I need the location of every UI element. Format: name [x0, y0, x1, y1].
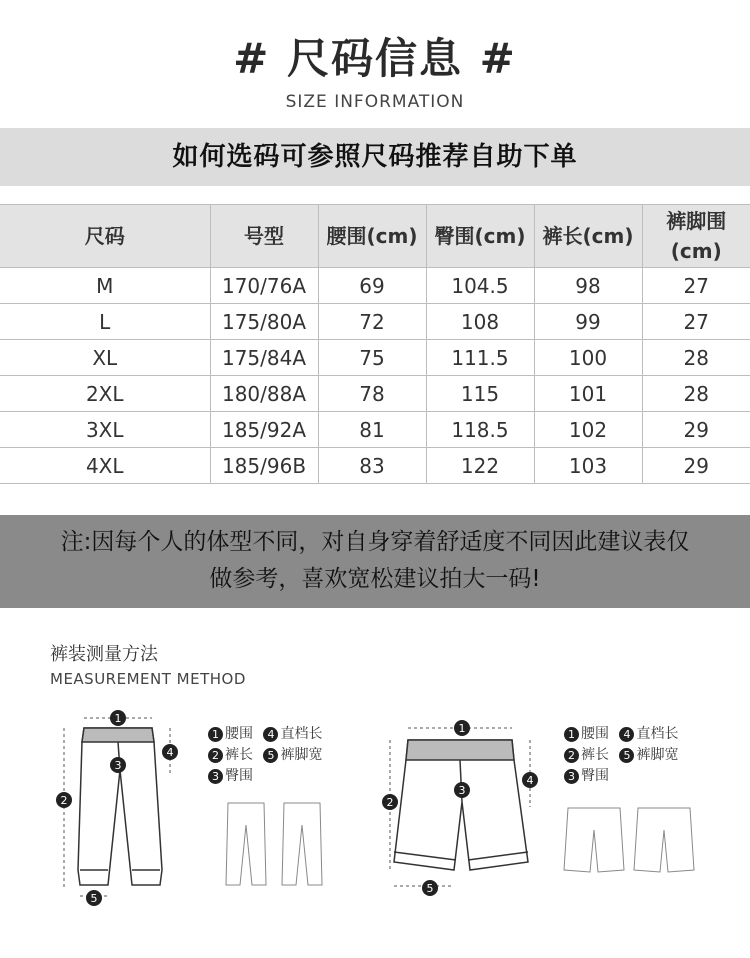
legend-label: 臀围 — [581, 768, 609, 784]
page-title: # 尺码信息 # — [233, 34, 517, 83]
table-cell: L — [0, 304, 210, 340]
table-cell: 2XL — [0, 376, 210, 412]
legend-pants — [208, 724, 328, 787]
legend-label: 裤长 — [225, 747, 253, 763]
svg-text:2: 2 — [386, 796, 394, 809]
table-cell: 170/76A — [210, 268, 318, 304]
table-cell: 78 — [318, 376, 426, 412]
size-table — [0, 204, 750, 484]
note-line: 注:因每个人的体型不同，对自身穿着舒适度不同因此建议表仅 — [60, 529, 690, 555]
table-cell: 99 — [534, 304, 642, 340]
table-row — [0, 340, 750, 376]
legend-number: 3 — [208, 769, 223, 784]
legend-label: 臀围 — [225, 768, 253, 784]
table-cell: 27 — [642, 304, 750, 340]
legend-number: 2 — [564, 748, 579, 763]
table-cell: 108 — [426, 304, 534, 340]
table-cell: 101 — [534, 376, 642, 412]
svg-text:1: 1 — [458, 722, 466, 735]
legend-number: 4 — [263, 727, 278, 742]
table-header-row — [0, 205, 750, 268]
table-cell: 29 — [642, 412, 750, 448]
table-cell: 28 — [642, 340, 750, 376]
table-cell: 98 — [534, 268, 642, 304]
legend-number: 1 — [208, 727, 223, 742]
table-cell: 83 — [318, 448, 426, 484]
marker-5 — [422, 880, 438, 896]
legend-number: 2 — [208, 748, 223, 763]
table-cell: 175/80A — [210, 304, 318, 340]
table-cell: 180/88A — [210, 376, 318, 412]
table-cell: 175/84A — [210, 340, 318, 376]
table-row — [0, 412, 750, 448]
table-cell: 118.5 — [426, 412, 534, 448]
size-guide-banner: 如何选码可参照尺码推荐自助下单 — [0, 128, 750, 186]
long-pants-diagram — [50, 700, 190, 910]
table-cell: 102 — [534, 412, 642, 448]
table-cell: 111.5 — [426, 340, 534, 376]
legend-label: 裤长 — [581, 747, 609, 763]
column-header: 尺码 — [0, 205, 210, 268]
table-cell: 3XL — [0, 412, 210, 448]
marker-4 — [522, 772, 538, 788]
legend-number: 4 — [619, 727, 634, 742]
note-line: 做参考，喜欢宽松建议拍大一码! — [209, 566, 541, 592]
table-cell: 122 — [426, 448, 534, 484]
legend-label: 直档长 — [636, 726, 679, 742]
table-cell: 81 — [318, 412, 426, 448]
marker-4 — [162, 744, 178, 760]
table-cell: 185/96B — [210, 448, 318, 484]
column-header: 裤脚围 (cm) — [642, 205, 750, 268]
table-cell: 4XL — [0, 448, 210, 484]
marker-2 — [382, 794, 398, 810]
table-cell: 103 — [534, 448, 642, 484]
measurement-subtitle: MEASUREMENT METHOD — [50, 670, 246, 688]
svg-text:3: 3 — [114, 759, 122, 772]
table-cell: 69 — [318, 268, 426, 304]
table-cell: 104.5 — [426, 268, 534, 304]
svg-text:1: 1 — [114, 712, 122, 725]
legend-shorts — [564, 724, 684, 787]
marker-3 — [454, 782, 470, 798]
table-cell: 115 — [426, 376, 534, 412]
column-header: 臀围(cm) — [426, 205, 534, 268]
column-header: 腰围(cm) — [318, 205, 426, 268]
table-cell: 75 — [318, 340, 426, 376]
table-cell: 28 — [642, 376, 750, 412]
table-row — [0, 304, 750, 340]
legend-number: 5 — [263, 748, 278, 763]
marker-1 — [110, 710, 126, 726]
svg-text:5: 5 — [426, 882, 434, 895]
table-cell: XL — [0, 340, 210, 376]
shorts-diagram — [378, 712, 548, 902]
measurement-title: 裤装测量方法 — [50, 644, 158, 665]
svg-text:4: 4 — [166, 746, 174, 759]
legend-label: 直档长 — [280, 726, 323, 742]
legend-number: 3 — [564, 769, 579, 784]
table-cell: 185/92A — [210, 412, 318, 448]
svg-text:5: 5 — [90, 892, 98, 905]
legend-number: 5 — [619, 748, 634, 763]
pants-outline — [78, 728, 162, 885]
table-row — [0, 268, 750, 304]
legend-label: 腰围 — [225, 726, 253, 742]
legend-label: 裤脚宽 — [636, 747, 679, 763]
header — [0, 0, 750, 128]
table-cell: 72 — [318, 304, 426, 340]
svg-text:2: 2 — [60, 794, 68, 807]
legend-number: 1 — [564, 727, 579, 742]
shorts-sketches — [560, 800, 710, 880]
marker-2 — [56, 792, 72, 808]
marker-3 — [110, 757, 126, 773]
marker-5 — [86, 890, 102, 906]
table-row — [0, 448, 750, 484]
table-cell: 100 — [534, 340, 642, 376]
marker-1 — [454, 720, 470, 736]
table-cell: 29 — [642, 448, 750, 484]
page-subtitle: SIZE INFORMATION — [285, 92, 465, 112]
column-header: 裤长(cm) — [534, 205, 642, 268]
table-cell: M — [0, 268, 210, 304]
legend-label: 腰围 — [581, 726, 609, 742]
table-cell: 27 — [642, 268, 750, 304]
legend-label: 裤脚宽 — [280, 747, 323, 763]
sizing-note — [0, 515, 750, 608]
table-row — [0, 376, 750, 412]
pants-sketches — [218, 795, 338, 895]
svg-text:4: 4 — [526, 774, 534, 787]
svg-text:3: 3 — [458, 784, 466, 797]
column-header: 号型 — [210, 205, 318, 268]
